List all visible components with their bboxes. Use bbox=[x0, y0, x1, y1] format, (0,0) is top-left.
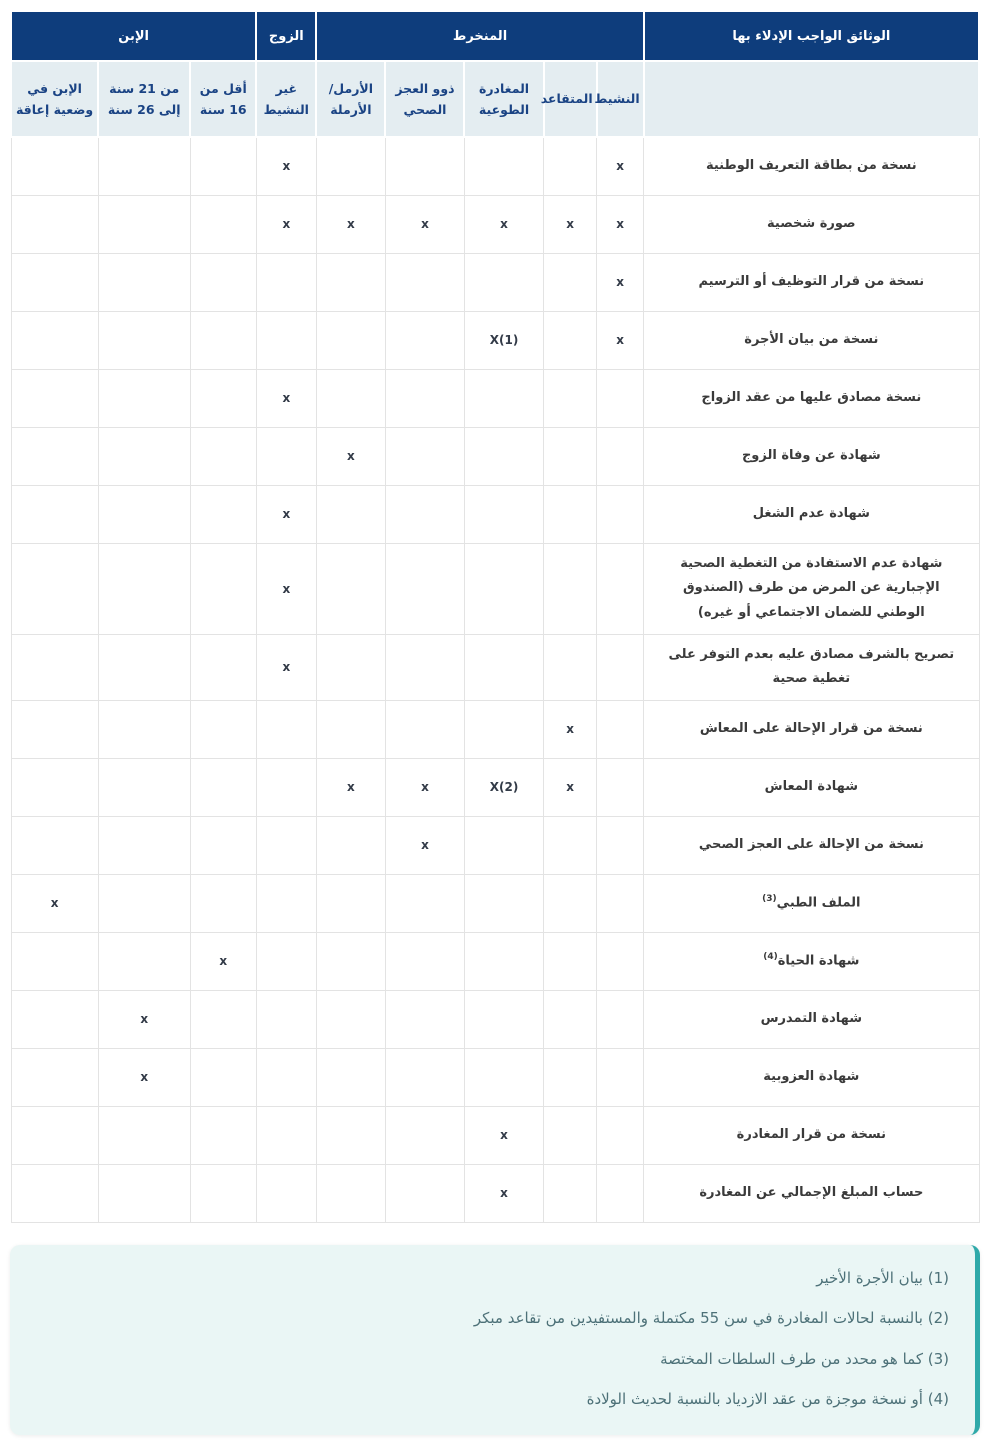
empty-cell bbox=[544, 990, 597, 1048]
table-row bbox=[11, 311, 979, 369]
document-name: شهادة المعاش bbox=[644, 758, 979, 816]
empty-cell bbox=[256, 700, 316, 758]
empty-cell bbox=[597, 1164, 644, 1222]
footnote-1: (1) بيان الأجرة الأخير bbox=[816, 1268, 949, 1287]
document-name: نسخة من بطاقة التعريف الوطنية bbox=[644, 137, 979, 195]
empty-cell bbox=[385, 1164, 464, 1222]
empty-cell bbox=[316, 816, 385, 874]
requirement-mark: x bbox=[98, 1048, 190, 1106]
table-row bbox=[11, 369, 979, 427]
empty-cell bbox=[385, 932, 464, 990]
empty-cell bbox=[385, 543, 464, 634]
footnote-reference: (3) bbox=[762, 893, 777, 904]
requirement-mark: x bbox=[464, 195, 543, 253]
requirement-mark: x bbox=[316, 427, 385, 485]
empty-cell bbox=[316, 634, 385, 700]
empty-cell bbox=[11, 700, 98, 758]
empty-cell bbox=[98, 1106, 190, 1164]
empty-cell bbox=[597, 634, 644, 700]
footnote-3: (3) كما هو محدد من طرف السلطات المختصة bbox=[660, 1349, 949, 1368]
group-member: المنخرط bbox=[316, 11, 643, 61]
requirement-mark: x bbox=[385, 195, 464, 253]
empty-cell bbox=[98, 195, 190, 253]
empty-cell bbox=[464, 1048, 543, 1106]
empty-cell bbox=[464, 874, 543, 932]
group-child: الإبن bbox=[11, 11, 256, 61]
document-name: الملف الطبي$^{(3)}$ bbox=[644, 874, 979, 932]
empty-cell bbox=[190, 253, 256, 311]
empty-cell bbox=[190, 816, 256, 874]
document-name: نسخة مصادق عليها من عقد الزواج bbox=[644, 369, 979, 427]
empty-cell bbox=[597, 427, 644, 485]
empty-cell bbox=[316, 1106, 385, 1164]
empty-cell bbox=[98, 427, 190, 485]
requirement-mark: x bbox=[597, 195, 644, 253]
empty-cell bbox=[464, 253, 543, 311]
empty-cell bbox=[385, 427, 464, 485]
table-row bbox=[11, 874, 979, 932]
empty-cell bbox=[316, 253, 385, 311]
requirement-mark: x bbox=[256, 543, 316, 634]
table-row bbox=[11, 485, 979, 543]
requirement-mark: x bbox=[316, 758, 385, 816]
document-name: شهادة عدم الشغل bbox=[644, 485, 979, 543]
header-subrow bbox=[11, 61, 979, 137]
empty-cell bbox=[190, 1106, 256, 1164]
empty-cell bbox=[385, 137, 464, 195]
empty-cell bbox=[316, 1048, 385, 1106]
table-body bbox=[11, 137, 979, 1222]
col-health-disability: ذوو العجز الصحي bbox=[385, 61, 464, 137]
empty-cell bbox=[385, 634, 464, 700]
empty-cell bbox=[11, 816, 98, 874]
document-name: نسخة من قرار الإحالة على المعاش bbox=[644, 700, 979, 758]
empty-cell bbox=[316, 137, 385, 195]
table-row bbox=[11, 1048, 979, 1106]
requirement-mark: x bbox=[597, 253, 644, 311]
empty-cell bbox=[11, 427, 98, 485]
table-row bbox=[11, 1106, 979, 1164]
empty-cell bbox=[385, 253, 464, 311]
empty-cell bbox=[385, 700, 464, 758]
col-21-to-26: من 21 سنة إلى 26 سنة bbox=[98, 61, 190, 137]
empty-cell bbox=[464, 932, 543, 990]
empty-cell bbox=[464, 485, 543, 543]
empty-cell bbox=[98, 932, 190, 990]
document-name: نسخة من بيان الأجرة bbox=[644, 311, 979, 369]
empty-cell bbox=[464, 700, 543, 758]
empty-cell bbox=[98, 1164, 190, 1222]
empty-cell bbox=[544, 253, 597, 311]
empty-cell bbox=[464, 137, 543, 195]
empty-cell bbox=[190, 758, 256, 816]
empty-cell bbox=[464, 543, 543, 634]
requirement-mark: x bbox=[544, 700, 597, 758]
empty-cell bbox=[597, 485, 644, 543]
empty-cell bbox=[256, 427, 316, 485]
empty-cell bbox=[11, 543, 98, 634]
empty-cell bbox=[11, 485, 98, 543]
empty-cell bbox=[544, 932, 597, 990]
empty-cell bbox=[385, 369, 464, 427]
empty-cell bbox=[190, 137, 256, 195]
empty-cell bbox=[11, 311, 98, 369]
document-name: صورة شخصية bbox=[644, 195, 979, 253]
empty-cell bbox=[11, 1164, 98, 1222]
empty-cell bbox=[190, 990, 256, 1048]
empty-cell bbox=[256, 253, 316, 311]
col-voluntary-departure: المغادرة الطوعية bbox=[464, 61, 543, 137]
document-name: حساب المبلغ الإجمالي عن المغادرة bbox=[644, 1164, 979, 1222]
empty-cell bbox=[190, 543, 256, 634]
empty-cell bbox=[11, 932, 98, 990]
requirement-mark: x bbox=[544, 758, 597, 816]
empty-cell bbox=[544, 634, 597, 700]
empty-cell bbox=[316, 485, 385, 543]
group-spouse: الزوج bbox=[256, 11, 316, 61]
empty-cell bbox=[385, 990, 464, 1048]
requirement-mark: x bbox=[98, 990, 190, 1048]
empty-cell bbox=[98, 137, 190, 195]
requirement-mark: x bbox=[597, 311, 644, 369]
table-row bbox=[11, 758, 979, 816]
empty-cell bbox=[98, 816, 190, 874]
requirement-mark: x bbox=[256, 195, 316, 253]
empty-cell bbox=[11, 990, 98, 1048]
empty-cell bbox=[256, 311, 316, 369]
empty-cell bbox=[544, 427, 597, 485]
empty-cell bbox=[464, 369, 543, 427]
empty-cell bbox=[256, 874, 316, 932]
requirement-mark: x bbox=[464, 1106, 543, 1164]
empty-cell bbox=[597, 758, 644, 816]
empty-cell bbox=[544, 485, 597, 543]
empty-cell bbox=[385, 485, 464, 543]
col-active: النشيط bbox=[597, 61, 644, 137]
table-row bbox=[11, 932, 979, 990]
empty-cell bbox=[190, 1048, 256, 1106]
empty-cell bbox=[316, 311, 385, 369]
requirement-mark: x bbox=[597, 137, 644, 195]
empty-cell bbox=[11, 634, 98, 700]
header-group-row bbox=[11, 11, 979, 61]
empty-cell bbox=[544, 1164, 597, 1222]
requirement-mark: X(1) bbox=[464, 311, 543, 369]
table-row bbox=[11, 990, 979, 1048]
empty-cell bbox=[98, 758, 190, 816]
empty-cell bbox=[316, 543, 385, 634]
empty-cell bbox=[190, 634, 256, 700]
empty-cell bbox=[316, 1164, 385, 1222]
empty-cell bbox=[190, 700, 256, 758]
empty-cell bbox=[316, 874, 385, 932]
empty-cell bbox=[190, 311, 256, 369]
empty-cell bbox=[190, 195, 256, 253]
empty-cell bbox=[190, 1164, 256, 1222]
table-row bbox=[11, 253, 979, 311]
empty-cell bbox=[597, 1048, 644, 1106]
empty-cell bbox=[98, 311, 190, 369]
document-name: تصريح بالشرف مصادق عليه بعدم التوفر على تغطية صحية bbox=[644, 634, 979, 700]
empty-cell bbox=[11, 758, 98, 816]
empty-cell bbox=[597, 874, 644, 932]
empty-cell bbox=[597, 700, 644, 758]
empty-cell bbox=[256, 1164, 316, 1222]
document-name: شهادة العزوبية bbox=[644, 1048, 979, 1106]
empty-cell bbox=[464, 990, 543, 1048]
empty-cell bbox=[11, 137, 98, 195]
document-name: نسخة من قرار المغادرة bbox=[644, 1106, 979, 1164]
empty-cell bbox=[597, 990, 644, 1048]
document-name: نسخة من الإحالة على العجز الصحي bbox=[644, 816, 979, 874]
document-name: شهادة عن وفاة الزوج bbox=[644, 427, 979, 485]
table-row bbox=[11, 195, 979, 253]
subheader-empty bbox=[644, 61, 979, 137]
empty-cell bbox=[385, 311, 464, 369]
requirement-mark: x bbox=[316, 195, 385, 253]
empty-cell bbox=[11, 195, 98, 253]
empty-cell bbox=[385, 1048, 464, 1106]
empty-cell bbox=[98, 543, 190, 634]
empty-cell bbox=[256, 1048, 316, 1106]
document-name: نسخة من قرار التوظيف أو الترسيم bbox=[644, 253, 979, 311]
requirement-mark: x bbox=[256, 485, 316, 543]
empty-cell bbox=[464, 634, 543, 700]
empty-cell bbox=[316, 990, 385, 1048]
empty-cell bbox=[256, 990, 316, 1048]
empty-cell bbox=[385, 1106, 464, 1164]
requirement-mark: x bbox=[190, 932, 256, 990]
empty-cell bbox=[544, 137, 597, 195]
requirement-mark: x bbox=[544, 195, 597, 253]
col-retired: المتقاعد bbox=[544, 61, 597, 137]
empty-cell bbox=[597, 932, 644, 990]
empty-cell bbox=[597, 816, 644, 874]
document-name: شهادة التمدرس bbox=[644, 990, 979, 1048]
empty-cell bbox=[98, 485, 190, 543]
requirement-mark: X(2) bbox=[464, 758, 543, 816]
empty-cell bbox=[464, 816, 543, 874]
empty-cell bbox=[190, 427, 256, 485]
requirement-mark: x bbox=[385, 758, 464, 816]
col-under-16: أقل من 16 سنة bbox=[190, 61, 256, 137]
table-row bbox=[11, 543, 979, 634]
empty-cell bbox=[98, 874, 190, 932]
table-row bbox=[11, 137, 979, 195]
empty-cell bbox=[256, 932, 316, 990]
empty-cell bbox=[11, 1048, 98, 1106]
empty-cell bbox=[316, 700, 385, 758]
document-name: شهادة عدم الاستفادة من التغطية الصحية الإجبارية عن المرض من طرف (الصندوق الوطني للضمان الاجتماعي أو غيره) bbox=[644, 543, 979, 634]
requirement-mark: x bbox=[256, 137, 316, 195]
empty-cell bbox=[98, 634, 190, 700]
empty-cell bbox=[385, 874, 464, 932]
requirement-mark: x bbox=[464, 1164, 543, 1222]
empty-cell bbox=[544, 543, 597, 634]
empty-cell bbox=[190, 874, 256, 932]
empty-cell bbox=[544, 369, 597, 427]
empty-cell bbox=[464, 427, 543, 485]
empty-cell bbox=[544, 1048, 597, 1106]
empty-cell bbox=[597, 369, 644, 427]
empty-cell bbox=[256, 1106, 316, 1164]
document-name: شهادة الحياة$^{(4)}$ bbox=[644, 932, 979, 990]
empty-cell bbox=[11, 369, 98, 427]
empty-cell bbox=[316, 369, 385, 427]
empty-cell bbox=[597, 1106, 644, 1164]
empty-cell bbox=[98, 700, 190, 758]
table-row bbox=[11, 1164, 979, 1222]
col-widower-widow: الأرمل/ الأرملة bbox=[316, 61, 385, 137]
empty-cell bbox=[544, 816, 597, 874]
requirement-mark: x bbox=[256, 369, 316, 427]
empty-cell bbox=[256, 758, 316, 816]
required-documents-table bbox=[10, 10, 980, 1223]
empty-cell bbox=[316, 932, 385, 990]
col-non-active-spouse: غير النشيط bbox=[256, 61, 316, 137]
empty-cell bbox=[98, 369, 190, 427]
table-row bbox=[11, 700, 979, 758]
footnote-4: (4) أو نسخة موجزة من عقد الازدياد بالنسبة لحديث الولادة bbox=[586, 1390, 949, 1409]
table-row bbox=[11, 816, 979, 874]
footnotes-panel bbox=[10, 1245, 980, 1435]
empty-cell bbox=[544, 1106, 597, 1164]
requirement-mark: x bbox=[11, 874, 98, 932]
footnote-2: (2) بالنسبة لحالات المغادرة في سن 55 مكتملة والمستفيدين من تقاعد مبكر bbox=[473, 1309, 949, 1328]
table-row bbox=[11, 634, 979, 700]
requirement-mark: x bbox=[256, 634, 316, 700]
table-title: الوثائق الواجب الإدلاء بها bbox=[644, 11, 979, 61]
empty-cell bbox=[190, 369, 256, 427]
empty-cell bbox=[98, 253, 190, 311]
empty-cell bbox=[597, 543, 644, 634]
footnote-reference: (4) bbox=[763, 951, 778, 962]
col-child-disability: الإبن في وضعية إعاقة bbox=[11, 61, 98, 137]
empty-cell bbox=[544, 874, 597, 932]
empty-cell bbox=[190, 485, 256, 543]
empty-cell bbox=[11, 1106, 98, 1164]
empty-cell bbox=[11, 253, 98, 311]
empty-cell bbox=[256, 816, 316, 874]
requirement-mark: x bbox=[385, 816, 464, 874]
empty-cell bbox=[544, 311, 597, 369]
table-row bbox=[11, 427, 979, 485]
